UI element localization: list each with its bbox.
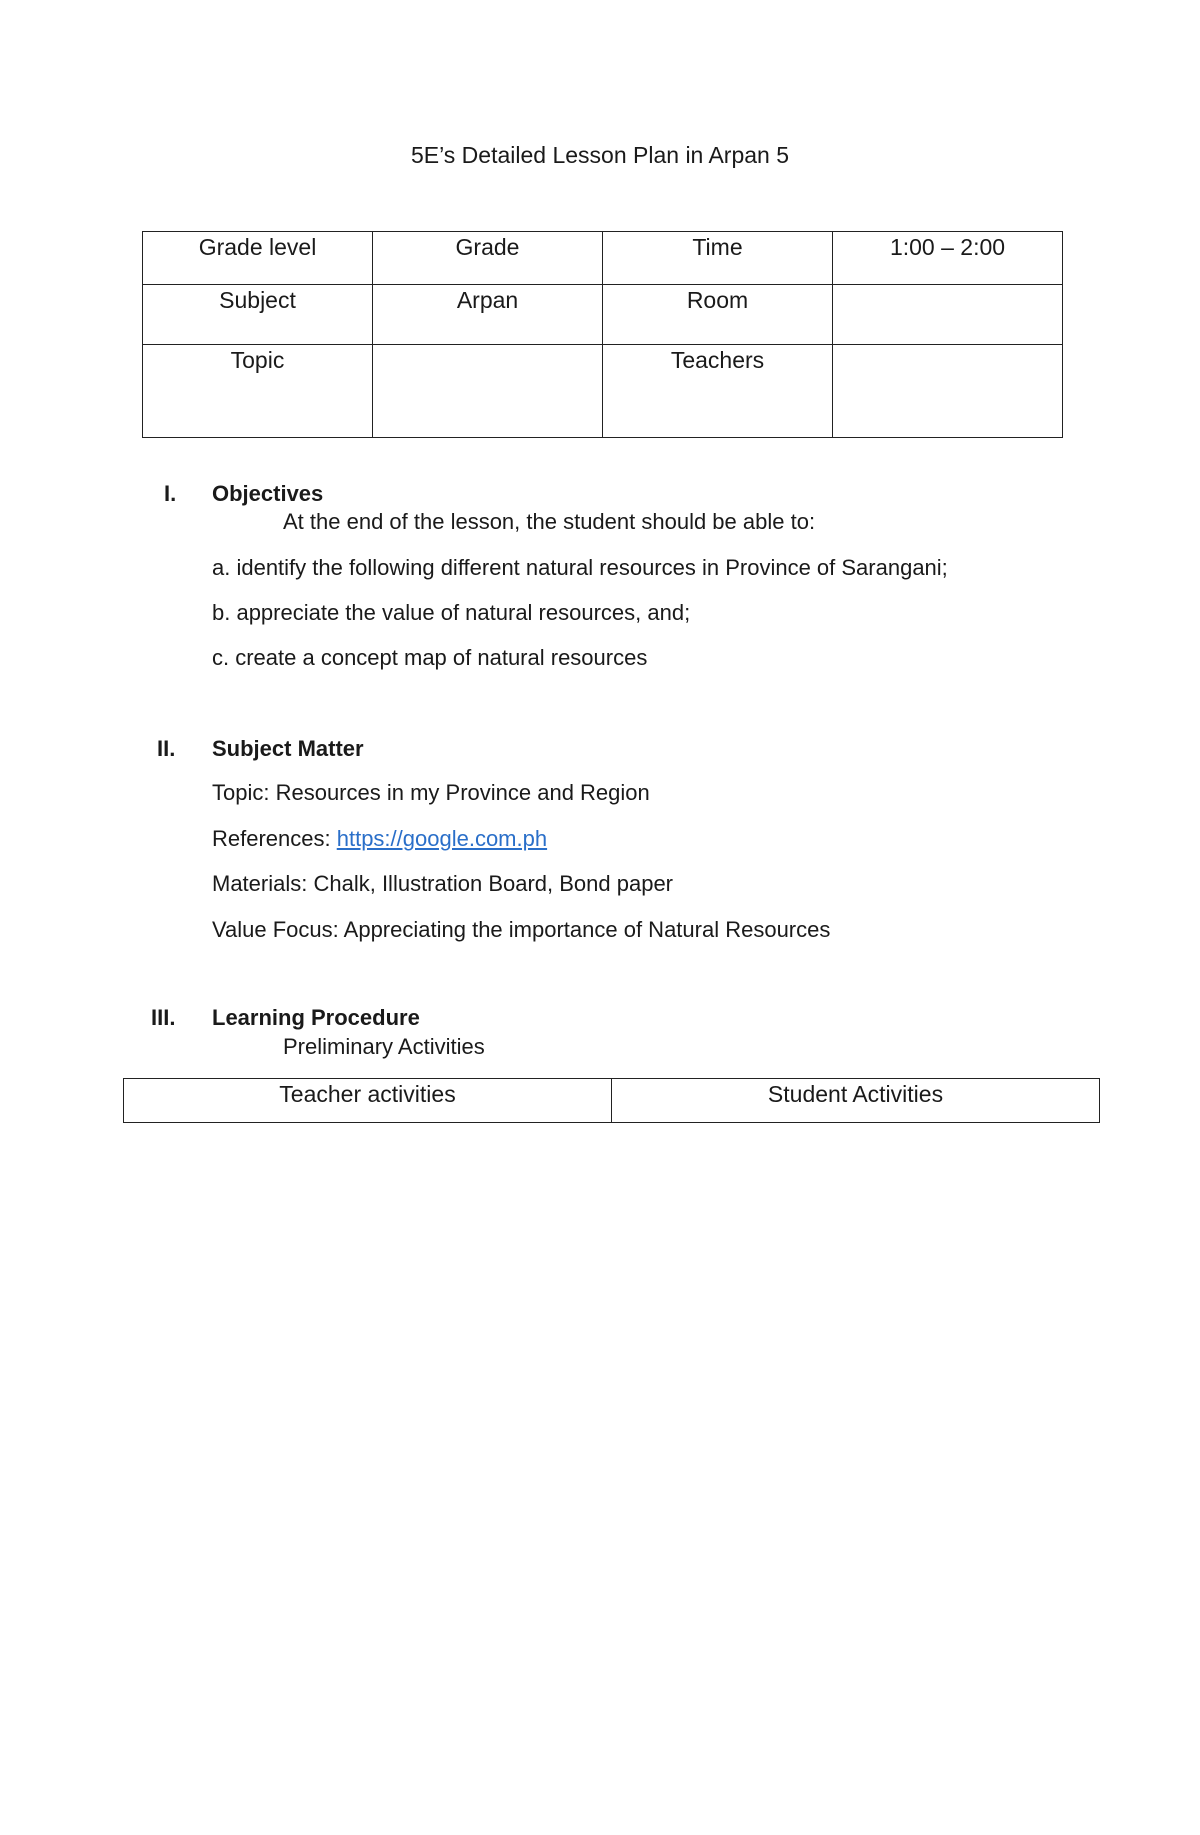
objective-item: b. appreciate the value of natural resources, and; — [212, 600, 691, 625]
objectives-intro: At the end of the lesson, the student should be able to: — [283, 509, 816, 534]
objective-item: c. create a concept map of natural resources — [212, 645, 648, 670]
table-cell: Subject — [143, 285, 373, 345]
references-label: References: — [212, 826, 337, 851]
table-cell — [833, 285, 1063, 345]
table-row — [143, 345, 1063, 438]
table-cell: Topic — [143, 345, 373, 438]
activities-table — [123, 1078, 1100, 1123]
subject-materials: Materials: Chalk, Illustration Board, Bond paper — [212, 871, 674, 896]
table-cell — [833, 345, 1063, 438]
table-cell: Time — [603, 232, 833, 285]
lesson-info-table — [142, 231, 1063, 438]
table-cell: 1:00 – 2:00 — [833, 232, 1063, 285]
subject-references — [212, 826, 547, 852]
table-cell: Grade — [373, 232, 603, 285]
learning-procedure-heading: Learning Procedure — [212, 1005, 420, 1030]
table-cell: Arpan — [373, 285, 603, 345]
subject-topic: Topic: Resources in my Province and Region — [212, 780, 650, 805]
references-link[interactable]: https://google.com.ph — [336, 826, 548, 851]
table-cell: Grade level — [143, 232, 373, 285]
table-header-row — [124, 1079, 1100, 1123]
table-cell: Teachers — [603, 345, 833, 438]
objectives-heading: Objectives — [212, 481, 324, 506]
subject-value-focus: Value Focus: Appreciating the importance of Natural Resources — [212, 917, 831, 942]
document-title: 5E’s Detailed Lesson Plan in Arpan 5 — [410, 142, 790, 168]
objective-item: a. identify the following different natural resources in Province of Sarangani; — [212, 555, 948, 580]
objectives-number: I. — [164, 481, 177, 506]
preliminary-activities-label: Preliminary Activities — [283, 1034, 485, 1059]
teacher-activities-header: Teacher activities — [124, 1079, 612, 1123]
table-row — [143, 285, 1063, 345]
table-row — [143, 232, 1063, 285]
subject-matter-heading: Subject Matter — [212, 736, 364, 761]
table-cell — [373, 345, 603, 438]
table-cell: Room — [603, 285, 833, 345]
learning-procedure-number: III. — [151, 1005, 176, 1030]
subject-matter-number: II. — [157, 736, 176, 761]
student-activities-header: Student Activities — [612, 1079, 1100, 1123]
